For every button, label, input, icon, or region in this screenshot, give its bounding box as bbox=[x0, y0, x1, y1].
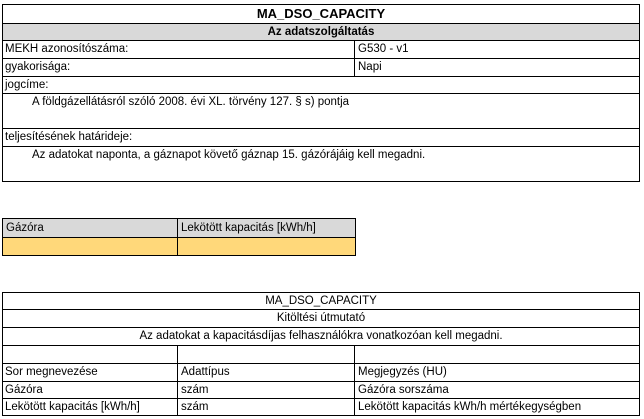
deadline-text: Az adatokat naponta, a gáznapot követő gáznap 15. gázórájáig kell megadni. bbox=[32, 149, 426, 161]
frequency-value[interactable]: Napi bbox=[358, 61, 382, 73]
instr-header-row-name: Sor megnevezése bbox=[5, 366, 98, 378]
instructions-title: MA_DSO_CAPACITY bbox=[265, 295, 377, 307]
metadata-title: MA_DSO_CAPACITY bbox=[256, 6, 386, 21]
mekh-id-label: MEKH azonosítószáma: bbox=[5, 43, 129, 55]
table-row-cell: Lekötött kapacitás [kWh/h] bbox=[5, 401, 140, 413]
deadline-label: teljesítésének határideje: bbox=[5, 131, 133, 143]
mekh-id-value[interactable]: G530 - v1 bbox=[358, 43, 409, 55]
input-header-capacity: Lekötött kapacitás [kWh/h] bbox=[178, 219, 355, 237]
table-row-cell: szám bbox=[181, 401, 209, 413]
instr-header-note: Megjegyzés (HU) bbox=[358, 366, 447, 378]
table-row-cell: Gázóra sorszáma bbox=[358, 384, 449, 396]
table-row-cell: szám bbox=[181, 384, 209, 396]
instructions-subtitle: Kitöltési útmutató bbox=[276, 312, 366, 324]
input-cell-gasmeter[interactable] bbox=[3, 238, 177, 255]
legal-basis-label: jogcíme: bbox=[5, 79, 49, 91]
instructions-description: Az adatokat a kapacitásdíjas felhasználókra vonatkozóan kell megadni. bbox=[139, 330, 503, 342]
input-cell-capacity[interactable] bbox=[178, 238, 355, 255]
metadata-subtitle: Az adatszolgáltatás bbox=[3, 24, 639, 40]
instr-header-data-type: Adattípus bbox=[181, 366, 230, 378]
table-row-cell: Gázóra bbox=[5, 384, 43, 396]
input-header-gasmeter: Gázóra bbox=[3, 219, 177, 237]
legal-basis-text: A földgázellátásról szóló 2008. évi XL. törvény 127. § s) pontja bbox=[32, 96, 350, 108]
table-row-cell: Lekötött kapacitás kWh/h mértékegységben bbox=[358, 401, 582, 413]
frequency-label: gyakorisága: bbox=[5, 61, 71, 73]
divider bbox=[2, 345, 640, 346]
